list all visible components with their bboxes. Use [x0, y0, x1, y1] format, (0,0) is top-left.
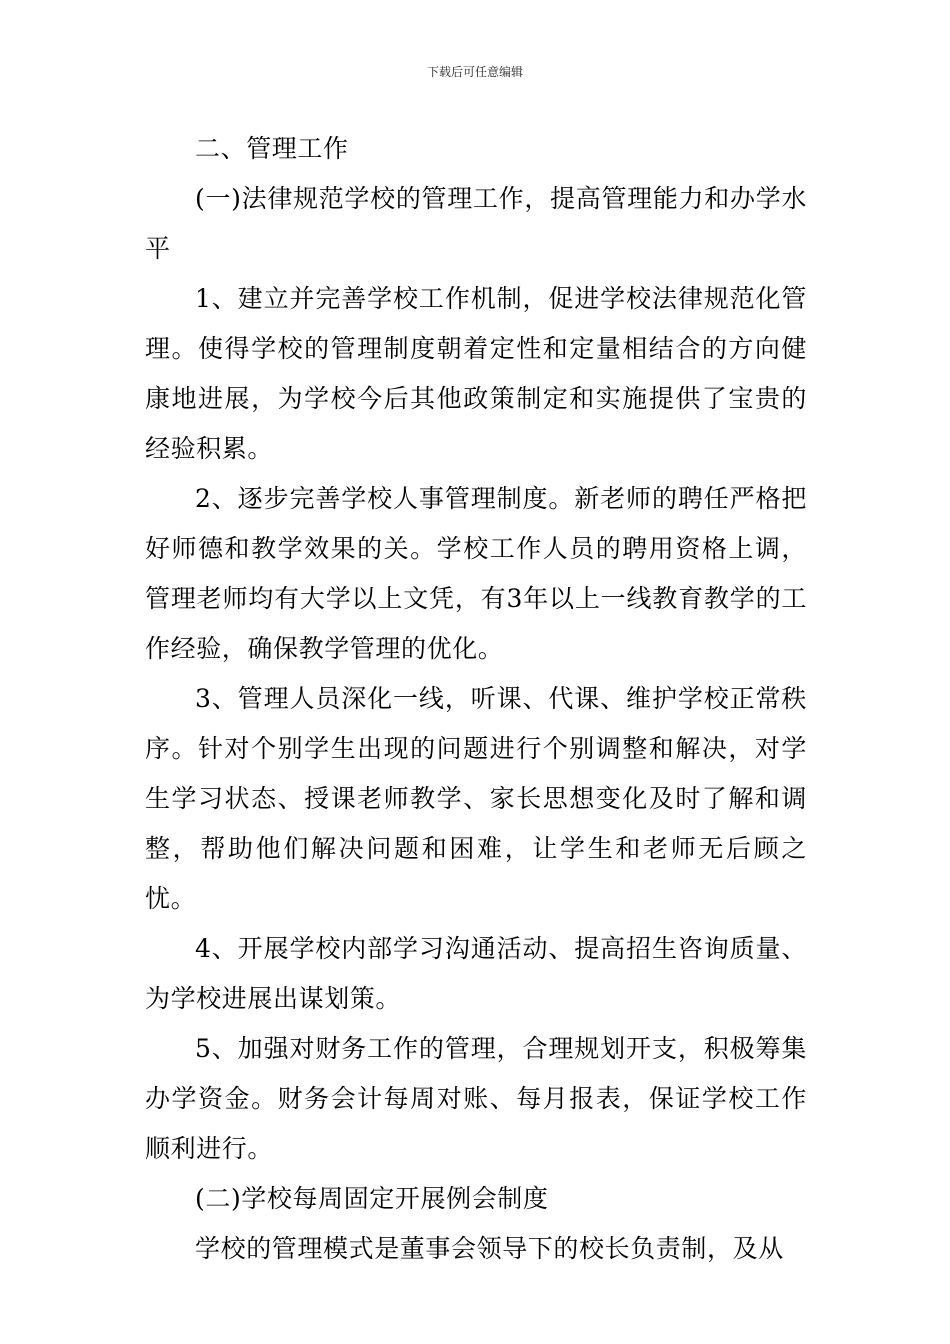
paragraph-item-1: 1、建立并完善学校工作机制，促进学校法律规范化管理。使得学校的管理制度朝着定性和定量相结合的方向健康地进展，为学校今后其他政策制定和实施提供了宝贵的经验积累。	[145, 284, 807, 463]
paragraph-continued: 学校的管理模式是董事会领导下的校长负责制，及从	[195, 1234, 784, 1263]
section-heading: 二、管理工作	[195, 134, 349, 163]
paragraph-item-5: 5、加强对财务工作的管理，合理规划开支，积极筹集办学资金。财务会计每周对账、每月报表，保证学校工作顺利进行。	[145, 1034, 807, 1163]
subsection-heading: (一)法律规范学校的管理工作，提高管理能力和办学水平	[145, 184, 807, 263]
document-body	[145, 124, 807, 1274]
paragraph-item-4: 4、开展学校内部学习沟通活动、提高招生咨询质量、为学校进展出谋划策。	[145, 934, 807, 1013]
page-header: 下载后可任意编辑	[426, 65, 523, 79]
paragraph-item-3: 3、管理人员深化一线，听课、代课、维护学校正常秩序。针对个别学生出现的问题进行个别调整和解决，对学生学习状态、授课老师教学、家长思想变化及时了解和调整，帮助他们解决问题和困难，让学生和老师无后顾之忧。	[145, 684, 807, 913]
subsection-heading-2: (二)学校每周固定开展例会制度	[195, 1184, 549, 1213]
paragraph-item-2: 2、逐步完善学校人事管理制度。新老师的聘任严格把好师德和教学效果的关。学校工作人员的聘用资格上调，管理老师均有大学以上文凭，有3年以上一线教育教学的工作经验，确保教学管理的优化。	[145, 484, 807, 663]
